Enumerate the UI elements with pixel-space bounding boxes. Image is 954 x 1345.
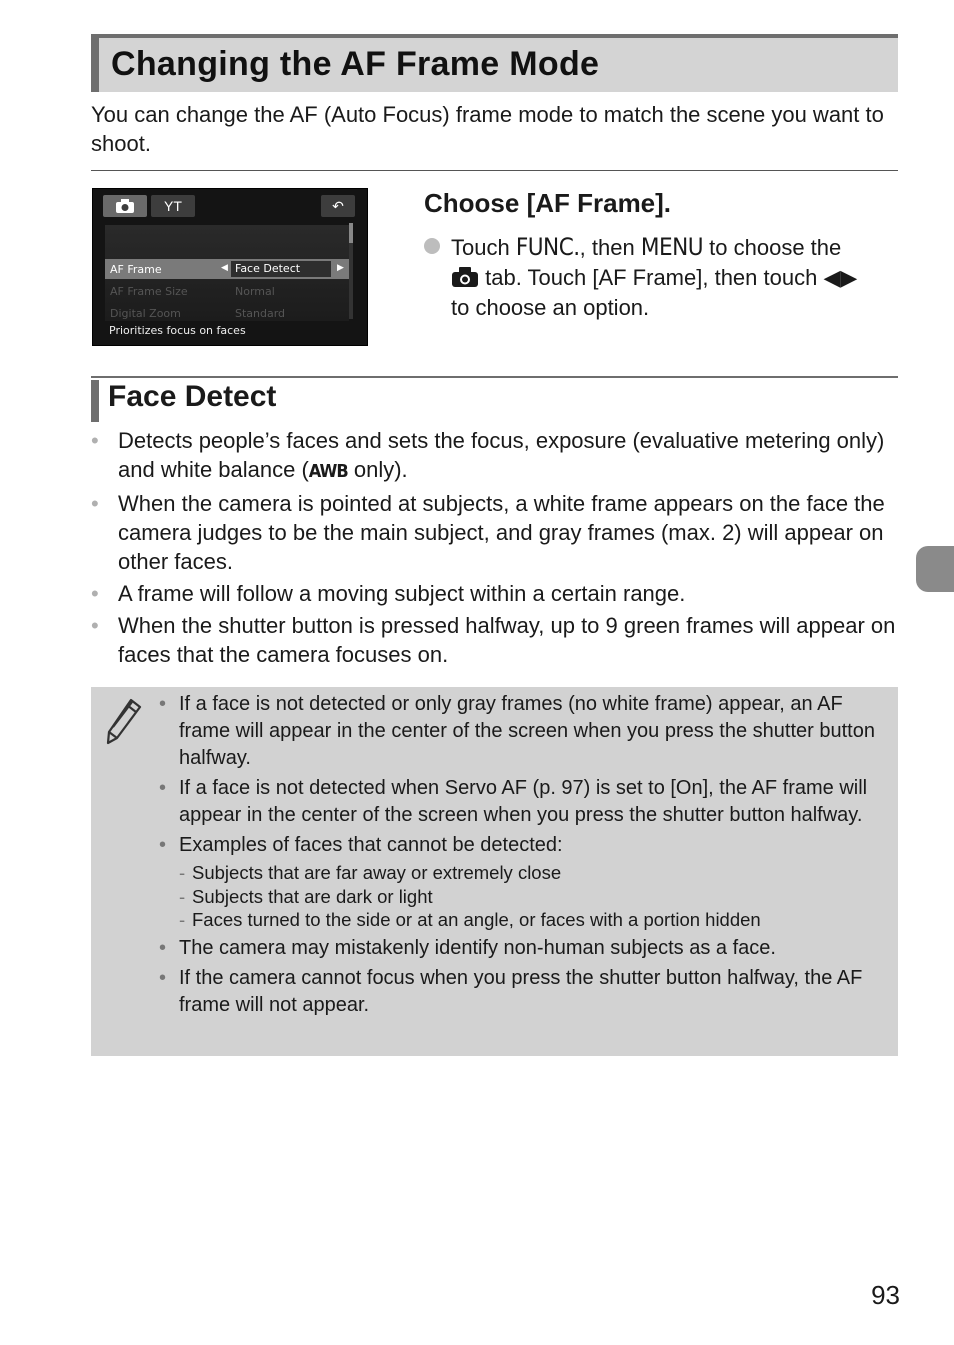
list-item: [91, 426, 898, 486]
pencil-icon: [105, 697, 143, 750]
title-bar: [91, 34, 898, 92]
awb-icon: AWB: [308, 461, 348, 482]
face-detect-bullets: [91, 426, 898, 672]
camera-row-label: AF Frame: [110, 263, 162, 276]
section-bar: [91, 376, 898, 424]
page-title: Changing the AF Frame Mode: [111, 45, 600, 83]
step-text-part: Touch: [451, 235, 516, 260]
note-item: • Examples of faces that cannot be detected:: [159, 832, 889, 859]
camera-icon: [115, 198, 135, 214]
page-number: 93: [871, 1280, 900, 1310]
step-text-part: to choose an option.: [451, 295, 650, 320]
camera-tab-shooting: [103, 195, 147, 217]
step-text: [424, 232, 898, 323]
note-item: • If a face is not detected or only gray frames (no white frame) appear, an AF frame will appear in the center of the screen when you press the shutter button halfway.: [159, 691, 889, 772]
left-arrow-icon: ◀: [221, 263, 228, 273]
note-sub-item: - Subjects that are far away or extremely close: [159, 860, 889, 886]
intro-text: You can change the AF (Auto Focus) frame mode to match the scene you want to shoot.: [91, 102, 884, 156]
chapter-tab: [916, 546, 954, 592]
camera-row-af-frame-size: [105, 281, 349, 301]
note-item: • If the camera cannot focus when you press the shutter button halfway, the AF frame will not appear.: [159, 965, 889, 1019]
right-arrow-icon: ▶: [337, 263, 344, 273]
camera-hint: Prioritizes focus on faces: [109, 324, 246, 337]
section-title: Face Detect: [108, 380, 277, 413]
camera-tab-icon: [451, 266, 479, 288]
note-box: [91, 687, 898, 1056]
list-item: • A frame will follow a moving subject within a certain range.: [91, 579, 898, 608]
bullet-text: Detects people’s faces and sets the focus, exposure (evaluative metering only) and white balance (: [118, 428, 885, 482]
camera-tab-setup: YT: [151, 195, 195, 217]
camera-row-value: Standard: [235, 307, 286, 320]
camera-row-af-frame: [105, 259, 349, 279]
camera-row-value: Normal: [235, 285, 275, 298]
note-list: [159, 691, 889, 1022]
step-title: Choose [AF Frame].: [424, 188, 672, 218]
func-icon: FUNC.: [515, 233, 580, 261]
note-sub-item: - Subjects that are dark or light: [159, 884, 889, 910]
note-sub-item: - Faces turned to the side or at an angle, or faces with a portion hidden: [159, 907, 889, 933]
list-item: • When the camera is pointed at subjects, a white frame appears on the face the camera judges to be the main subject, and gray frames (max. 2) will appear on other faces.: [91, 489, 898, 576]
step-bullet: [424, 238, 440, 254]
bullet-text: only).: [347, 457, 408, 482]
note-item: • The camera may mistakenly identify non-human subjects as a face.: [159, 935, 889, 962]
camera-scrollbar: [349, 223, 353, 319]
section-accent: [91, 380, 99, 422]
camera-tabbar: [103, 195, 355, 217]
title-accent: [91, 38, 99, 92]
camera-row-label: Digital Zoom: [110, 307, 181, 320]
list-item: • When the shutter button is pressed halfway, up to 9 green frames will appear on faces that the camera focuses on.: [91, 611, 898, 669]
camera-screen-image: [92, 188, 368, 346]
left-right-arrows-icon: ◀▶: [823, 265, 858, 290]
menu-icon: MENU: [640, 233, 704, 261]
camera-row-value: Face Detect: [235, 262, 301, 275]
step-body: [451, 232, 898, 323]
note-item: • If a face is not detected when Servo AF (p. 97) is set to [On], the AF frame will appear in the center of the screen when you press the shutter button halfway.: [159, 775, 889, 829]
camera-menu-area: [105, 225, 349, 321]
divider: [91, 170, 898, 171]
camera-row-label: AF Frame Size: [110, 285, 188, 298]
step-text-part: tab. Touch [AF Frame], then touch: [479, 265, 824, 290]
camera-row-digital-zoom: [105, 303, 349, 321]
camera-tab-back: ↶: [321, 195, 355, 217]
step-text-part: to choose the: [703, 235, 842, 260]
step-text-part: , then: [579, 235, 641, 260]
